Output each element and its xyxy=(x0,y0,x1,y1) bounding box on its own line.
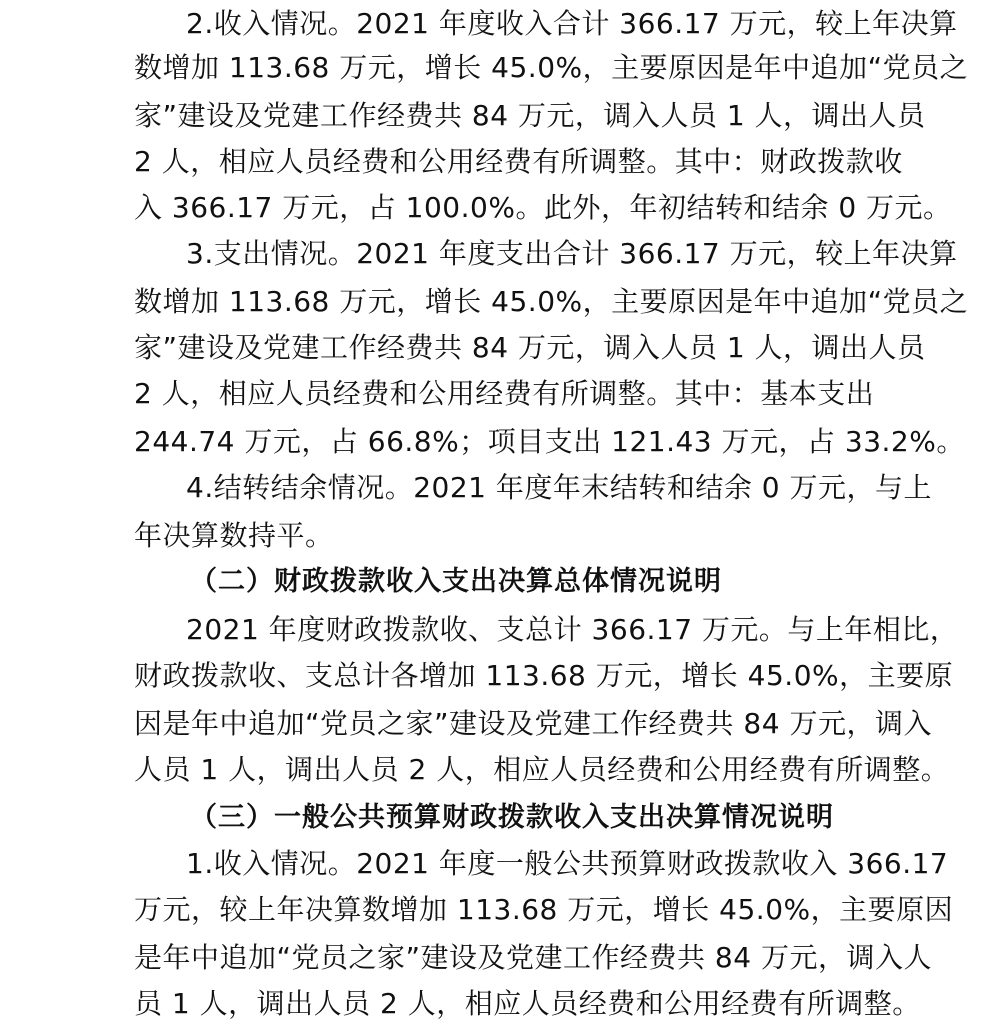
line-text: 财政拨款收、支总计各增加 113.68 万元，增长 45.0%，主要原 xyxy=(134,659,954,692)
text-line xyxy=(0,418,1000,466)
text-line xyxy=(0,700,1000,748)
line-text: 2 人，相应人员经费和公用经费有所调整。其中：基本支出 xyxy=(134,377,875,410)
section-heading xyxy=(0,558,1000,606)
section-heading xyxy=(0,794,1000,842)
line-text: 2021 年度财政拨款收、支总计 366.17 万元。与上年相比， xyxy=(186,613,959,646)
line-text: 是年中追加“党员之家”建设及党建工作经费共 84 万元，调入人 xyxy=(134,941,932,974)
text-line xyxy=(0,44,1000,92)
line-text: 2 人，相应人员经费和公用经费有所调整。其中：财政拨款收 xyxy=(134,145,903,178)
text-line xyxy=(0,278,1000,326)
text-line xyxy=(0,840,1000,888)
text-line xyxy=(0,980,1000,1028)
line-text: 数增加 113.68 万元，增长 45.0%，主要原因是年中追加“党员之 xyxy=(134,51,969,84)
text-line xyxy=(0,324,1000,372)
line-text: 244.74 万元，占 66.8%；项目支出 121.43 万元，占 33.2%。 xyxy=(134,425,965,458)
text-line xyxy=(0,230,1000,278)
text-line xyxy=(0,512,1000,560)
line-text: 员 1 人，调出人员 2 人，相应人员经费和公用经费有所调整。 xyxy=(134,987,921,1020)
line-text: 1.收入情况。2021 年度一般公共预算财政拨款收入 366.17 xyxy=(186,847,949,880)
text-line xyxy=(0,184,1000,232)
line-text: 家”建设及党建工作经费共 84 万元，调入人员 1 人，调出人员 xyxy=(134,331,926,364)
line-text: 2.收入情况。2021 年度收入合计 366.17 万元，较上年决算 xyxy=(186,7,958,40)
line-text: 3.支出情况。2021 年度支出合计 366.17 万元，较上年决算 xyxy=(186,237,958,270)
line-text: 4.结转结余情况。2021 年度年末结转和结余 0 万元，与上 xyxy=(186,471,932,504)
text-line xyxy=(0,934,1000,982)
text-line xyxy=(0,746,1000,794)
line-text: 家”建设及党建工作经费共 84 万元，调入人员 1 人，调出人员 xyxy=(134,99,926,132)
line-text: 数增加 113.68 万元，增长 45.0%，主要原因是年中追加“党员之 xyxy=(134,285,969,318)
line-text: 因是年中追加“党员之家”建设及党建工作经费共 84 万元，调入 xyxy=(134,707,932,740)
line-text: 入 366.17 万元，占 100.0%。此外，年初结转和结余 0 万元。 xyxy=(134,191,952,224)
text-line xyxy=(0,886,1000,934)
text-line xyxy=(0,464,1000,512)
text-line xyxy=(0,606,1000,654)
text-line xyxy=(0,0,1000,48)
line-text: 年决算数持平。 xyxy=(134,519,334,552)
section-heading-text: （三）一般公共预算财政拨款收入支出决算情况说明 xyxy=(190,802,834,833)
section-heading-text: （二）财政拨款收入支出决算总体情况说明 xyxy=(190,566,722,597)
line-text: 万元，较上年决算数增加 113.68 万元，增长 45.0%，主要原因 xyxy=(134,893,954,926)
line-text: 人员 1 人，调出人员 2 人，相应人员经费和公用经费有所调整。 xyxy=(134,753,950,786)
text-line xyxy=(0,652,1000,700)
text-line xyxy=(0,370,1000,418)
text-line xyxy=(0,92,1000,140)
text-line xyxy=(0,138,1000,186)
